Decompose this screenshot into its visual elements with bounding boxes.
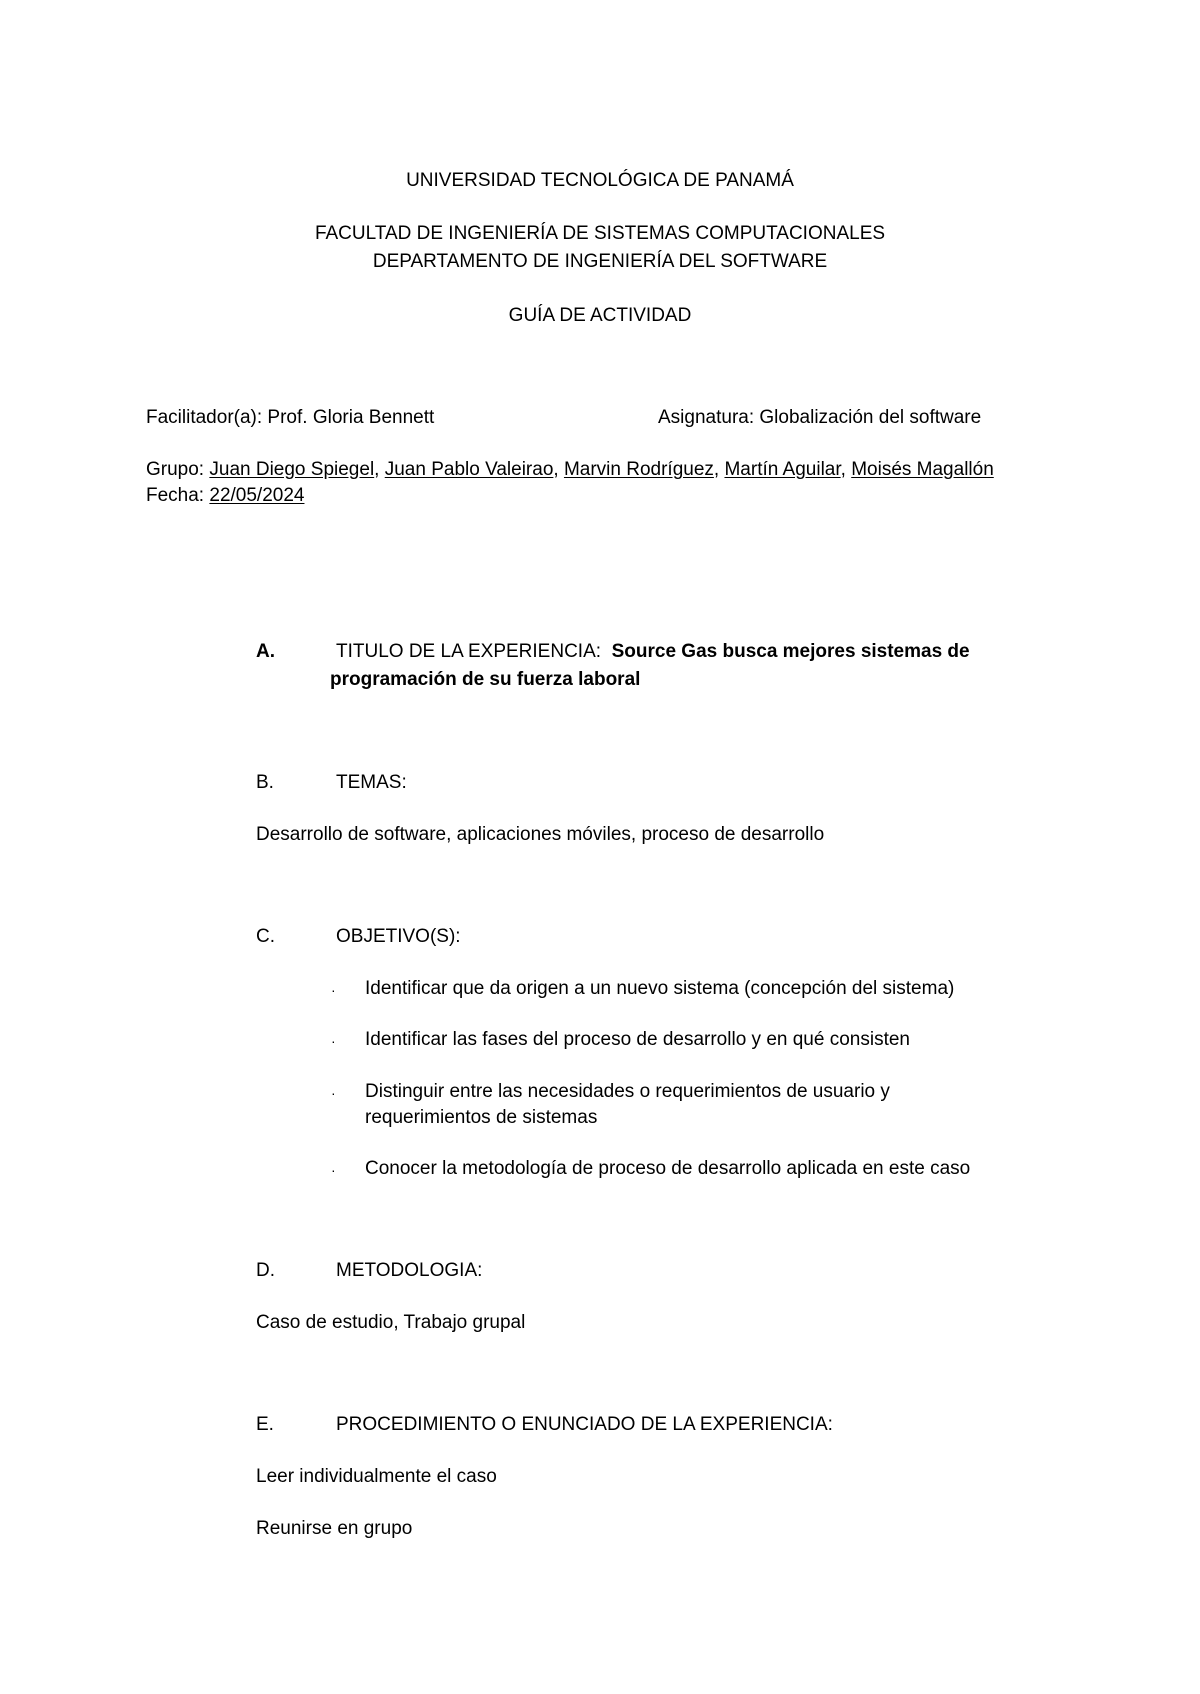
bullet-icon: · <box>331 1162 336 1178</box>
section-letter: C. <box>256 926 275 947</box>
facilitator-label: Facilitador(a): <box>146 407 268 428</box>
bullet-icon: · <box>331 982 336 998</box>
date-value: 22/05/2024 <box>209 485 305 506</box>
section-label: TITULO DE LA EXPERIENCIA: <box>336 641 602 662</box>
section-label: PROCEDIMIENTO O ENUNCIADO DE LA EXPERIENCIA: <box>336 1414 833 1435</box>
group-line <box>146 459 994 481</box>
section-letter: D. <box>256 1260 275 1281</box>
separator: , <box>840 459 852 480</box>
section-label: METODOLOGIA: <box>336 1260 483 1281</box>
objective-item: Distinguir entre las necesidades o requerimientos de usuario y <box>365 1081 890 1102</box>
separator: , <box>553 459 564 480</box>
procedure-step: Leer individualmente el caso <box>256 1466 497 1487</box>
objective-item: Identificar que da origen a un nuevo sistema (concepción del sistema) <box>365 978 955 999</box>
separator: , <box>374 459 385 480</box>
objective-item: Conocer la metodología de proceso de desarrollo aplicada en este caso <box>365 1158 971 1179</box>
section-b-heading <box>256 772 407 794</box>
procedure-step: Reunirse en grupo <box>256 1518 413 1539</box>
section-letter: A. <box>256 641 275 662</box>
facilitator-line <box>146 407 434 429</box>
group-label: Grupo: <box>146 459 210 480</box>
facilitator-value: Prof. Gloria Bennett <box>267 407 435 428</box>
group-member: Juan Pablo Valeirao <box>384 459 554 480</box>
objective-item: Identificar las fases del proceso de desarrollo y en qué consisten <box>365 1029 910 1050</box>
methodology-text: Caso de estudio, Trabajo grupal <box>256 1312 526 1333</box>
topics-text: Desarrollo de software, aplicaciones móviles, proceso de desarrollo <box>256 824 825 845</box>
department-name: DEPARTAMENTO DE INGENIERÍA DEL SOFTWARE <box>372 251 828 272</box>
date-line <box>146 485 304 507</box>
group-member: Marvin Rodríguez <box>563 459 714 480</box>
section-d-heading <box>256 1260 482 1282</box>
subject-label: Asignatura: <box>658 407 760 428</box>
experience-title-cont: programación de su fuerza laboral <box>330 669 641 690</box>
section-letter: E. <box>256 1414 274 1435</box>
experience-title: Source Gas busca mejores sistemas de <box>611 641 970 662</box>
group-member: Juan Diego Spiegel <box>209 459 375 480</box>
faculty-name: FACULTAD DE INGENIERÍA DE SISTEMAS COMPUTACIONALES <box>314 223 886 244</box>
group-member: Moisés Magallón <box>851 459 994 480</box>
bullet-icon: · <box>331 1085 336 1101</box>
group-member: Martín Aguilar <box>724 459 841 480</box>
objective-item-cont: requerimientos de sistemas <box>365 1107 598 1128</box>
section-letter: B. <box>256 772 274 793</box>
university-name: UNIVERSIDAD TECNOLÓGICA DE PANAMÁ <box>406 170 794 191</box>
date-label: Fecha: <box>146 485 210 506</box>
subject-line <box>658 407 981 429</box>
section-a-heading <box>256 641 970 663</box>
section-label: OBJETIVO(S): <box>336 926 461 947</box>
separator: , <box>713 459 725 480</box>
bullet-icon: · <box>331 1033 336 1049</box>
section-e-heading <box>256 1414 833 1436</box>
section-label: TEMAS: <box>336 772 407 793</box>
section-c-heading <box>256 926 461 948</box>
subject-value: Globalización del software <box>759 407 982 428</box>
guide-title: GUÍA DE ACTIVIDAD <box>508 305 692 326</box>
